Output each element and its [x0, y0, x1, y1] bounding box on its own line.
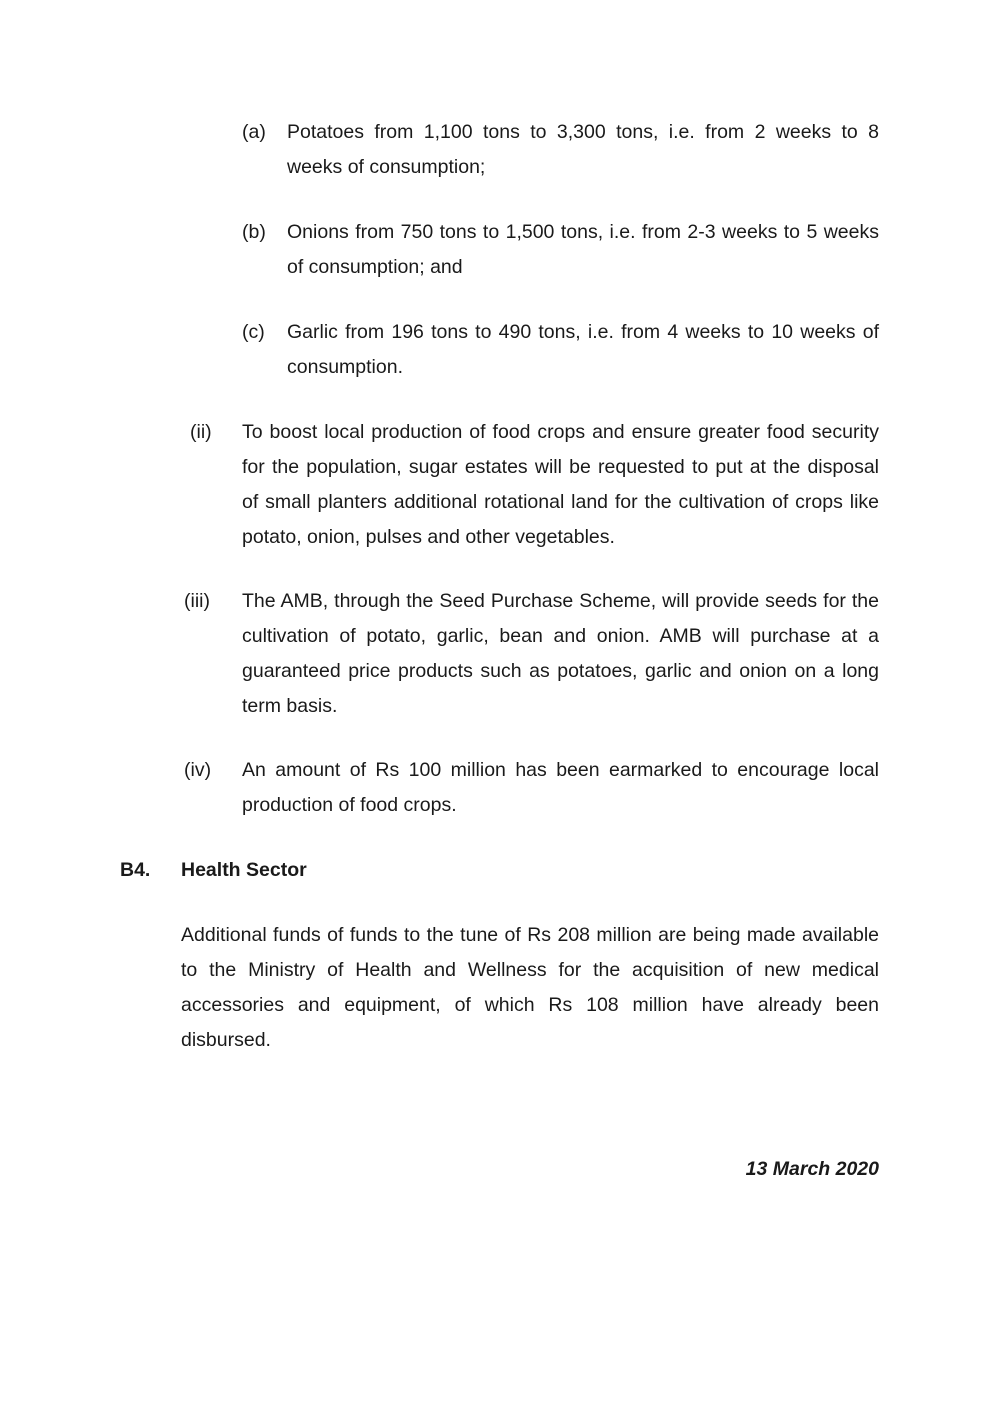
list-item-c	[242, 315, 879, 385]
list-item-a	[242, 115, 879, 185]
section-title: Health Sector	[181, 859, 307, 881]
list-item-text: Onions from 750 tons to 1,500 tons, i.e. from 2-3 weeks to 5 weeks of consumption; and	[287, 221, 879, 278]
list-item-ii	[180, 415, 879, 555]
list-item-text: Garlic from 196 tons to 490 tons, i.e. from 4 weeks to 10 weeks of consumption.	[287, 321, 879, 378]
section-paragraph: Additional funds of funds to the tune of Rs 208 million are being made available to the Ministry of Health and Wellness for the acquisition of new medical accessories and equipment, of which Rs 108 million have already been disbursed.	[181, 924, 879, 1051]
list-marker: (c)	[242, 321, 265, 343]
list-marker: (iii)	[184, 590, 210, 612]
list-item-iv	[180, 753, 879, 823]
document-date: 13 March 2020	[745, 1158, 879, 1180]
list-item-text: To boost local production of food crops and ensure greater food security for the population, sugar estates will be requested to put at the disposal of small planters additional rotational land for the cultivation of crops like potato, onion, pulses and other vegetables.	[242, 421, 879, 548]
section-number: B4.	[120, 859, 151, 881]
list-item-text: The AMB, through the Seed Purchase Scheme, will provide seeds for the cultivation of potato, garlic, bean and onion. AMB will purchase at a guaranteed price products such as potatoes, garlic and onion on a long term basis.	[242, 590, 879, 717]
section-heading	[120, 853, 307, 888]
list-marker: (ii)	[190, 421, 212, 443]
list-item-text: An amount of Rs 100 million has been earmarked to encourage local production of food crops.	[242, 759, 879, 816]
list-marker: (b)	[242, 221, 266, 243]
list-item-b	[242, 215, 879, 285]
list-marker: (iv)	[184, 759, 212, 781]
list-item-iii	[180, 584, 879, 724]
list-marker: (a)	[242, 121, 266, 143]
list-item-text: Potatoes from 1,100 tons to 3,300 tons, i.e. from 2 weeks to 8 weeks of consumption;	[287, 121, 879, 178]
